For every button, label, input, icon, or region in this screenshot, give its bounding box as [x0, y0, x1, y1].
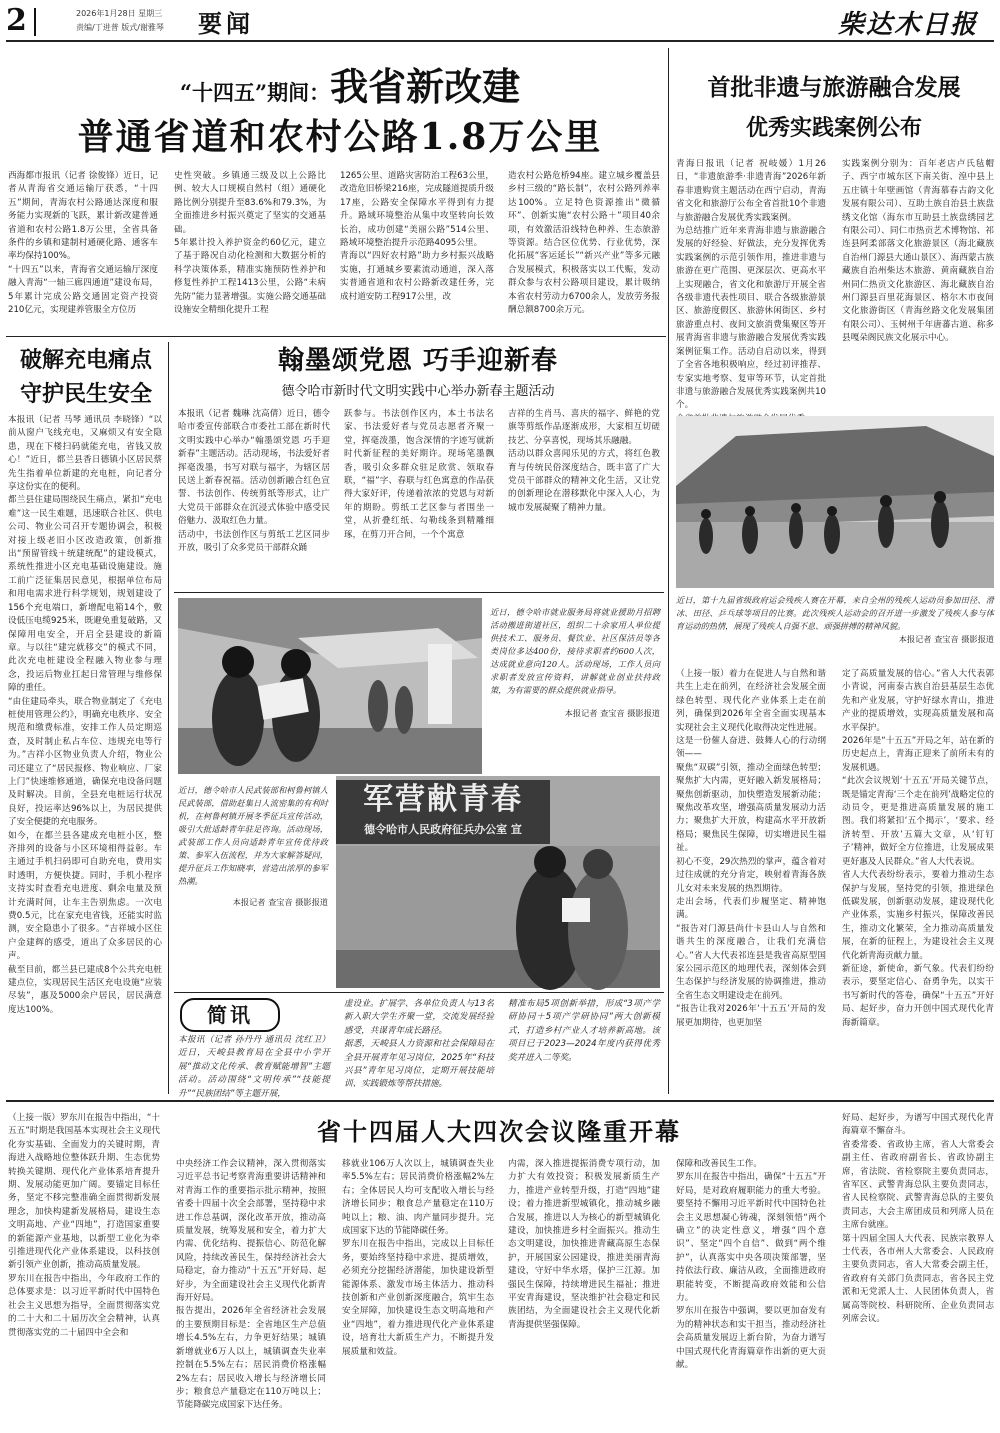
newyear-body-col1: 本报讯（记者 魏琳 沈高倩）近日，德令哈市委宣传部联合市委社工部在新时代文明实践中心举办“翰墨颂党恩 巧手迎新春”主题活动。活动现场，书法爱好者挥毫泼墨，书写对联与福字，为辖区居民送上新春祝福。活动创新融合红色宣誓、书法创作、传统剪纸等形式，让广大党员干部群众在沉浸式体验中感受民俗魅力、汲取红色力量。 活动中，书法创作区与剪纸工艺区同步开放，吸引了众多党员干部群众踊: [178, 409, 330, 554]
brief-news-col2: 虚设业。扩展学、各单位负责人与13名新入职大学生齐聚一堂，交流发展经验感受，共谋青年成长路径。 据悉，天峻县人力资源和社会保障局在全县开展青年见习岗位，2025年“科技兴县”青年见习岗位，定期开展技能培训、实践锻炼等帮扶措施。: [344, 999, 494, 1090]
army-caption: [178, 784, 328, 980]
recruitment-banner-title: 军营献青春: [363, 782, 523, 817]
npc-top-rule: [6, 1100, 994, 1102]
brief-top-rule: [174, 992, 664, 993]
newyear-subtitle: 德令哈市新时代文明实践中心举办新春主题活动: [281, 384, 555, 399]
job-fair-caption-credit: 本报记者 查宝音 摄影报道: [564, 708, 660, 718]
nonheritage-title-line1: 首批非遗与旅游融合发展: [707, 74, 961, 101]
charging-divider: [168, 342, 169, 1094]
charging-title-line1: 破解充电痛点: [19, 347, 152, 373]
newyear-body-col2: 跃参与。书法创作区内，本土书法名家、书法爱好者与党员志愿者齐聚一堂，挥毫泼墨，饱含深情的字迹写就新时代新征程的美好期许。现场笔墨飘香，吸引众多群众驻足欣赏、领取春联，“福”字、春联与红色寓意的作品获得大家好评，传递着浓浓的党恩与对新年的期盼。剪纸工艺区参与者围坐一堂，从折叠红纸、勾勒线条到精雕细琢，在剪刀开合间，一个个寓意: [344, 409, 494, 540]
nonheritage-body-col2: 实践案例分别为：百年老店卢氏毡帽子、西宁市城东区下南关街、湟中县上五庄镇十年壁画馆（青海慕春古韵文化发展有限公司）、互助土族自治县土族盘绣文化馆（海东市互助县土族盘绣园艺有限公司）、同仁市热贡艺术博物馆、祁连县阿柔部落文化旅游景区（海北藏族自治州门源县大通山景区）、海西蒙古族藏族自治州柴达木旅游、黄南藏族自治州同仁热贡文化旅游区、海北藏族自治州门源县百里花海景区、格尔木市夜间文化旅游街区（青海丝路文化发展集团有限公司）、玉树州千年唐蕃古道、称多县嘎朵阁民族文化展示中心。: [842, 159, 994, 344]
npc-body-col3: 移就业106万人次以上，城镇调查失业率5.5%左右；居民消费价格涨幅2%左右；全体居民人均可支配收入增长与经济增长同步；粮食总产量稳定在110万吨以上；粮、油、肉产量同步提升。完成国家下达的节能降碳任务。 罗东川在报告中指出，完成以上目标任务，要始终坚持稳中求进、提质增效，必须充分挖掘经济潜能，加快建设新型能源体系、激发市场主体活力、推动科技创新和产业创新深度融合，筑牢生态安全屏障，加快建设生态文明高地和产业“四地”，着力推进现代化产业体系建设，培育壮大新质生产力，不断提升发展质量和效益。: [342, 1159, 494, 1357]
sports-running-photo: [676, 416, 994, 588]
brief-news-label: 简讯: [207, 1003, 253, 1027]
npc-title: 省十四届人大四次会议隆重开幕: [317, 1117, 681, 1146]
nonheritage-title-line2: 优秀实践案例公布: [745, 115, 922, 141]
running-scene-illustration: [676, 416, 994, 588]
section-name: 要闻: [198, 9, 254, 38]
army-scene-illustration: [336, 846, 660, 988]
lead-bottom-rule: [6, 336, 666, 337]
issue-date: 2026年1月28日 星期三: [76, 9, 163, 18]
newyear-body-col3: 吉祥的生肖马、喜庆的福字、鲜艳的党旗等剪纸作品逐渐成形，大家相互切磋技艺、分享喜悦，现场其乐融融。 活动以群众喜闻乐见的方式，将红色教育与传统民俗深度结合，既丰富了广大党员干部群众的精神文化生活，又让党的创新理论在潜移默化中深入人心，为城市发展凝聚了精神力量。: [508, 409, 660, 513]
lead-body-col2: 史性突破。乡镇通三级及以上公路比例、较大人口规模自然村（组）通硬化路比例分别提升至83.6%和79.3%，为全面推进乡村振兴奠定了坚实的交通基础。 5年累计投入养护资金约60亿元，建立了基于路况自动化检测和大数据分析的科学决策体系，精准实施预防性养护和修复性养护工程1413公里，公路“未病先防”能力显著增强。实施公路交通基础设施安全精细化提升工程: [174, 171, 326, 316]
nonheritage-body-col1: 青海日报讯（记者 祝岐媛）1月26日，“非遗旅游季·非遗青海”2026年新春非遗购赏主题活动在西宁启动，青海省文化和旅游厅公布全省首批10个非遗与旅游融合发展优秀实践案例。 为总结推广近年来青海非遗与旅游融合发展的好经验、好做法，充分发挥优秀实践案例的示范引领作用，推进非遗与旅游在更广范围、更深层次、更高水平上实现融合，省文化和旅游厅开展全省各级非遗代表性项目、联合各级旅游景区、旅游度假区、旅游休闲街区、乡村旅游重点村、夜间文旅消费集聚区等开展青海省非遗与旅游融合发展优秀实践案例征集工作。活动自启动以来，得到了全省各地积极响应，经过初评推荐、专家实地考察、复审等环节，认定首批非遗与旅游融合发展优秀实践案例共10个。: [676, 159, 826, 411]
sports-caption-text: 近日，第十九届省级政府运会残疾人赛在开幕，来自全州的残疾人运动员参加田径、滑冰、田径、乒乓球等项目的比赛。此次残疾人运动会的召开进一步激发了残疾人参与体育运动的热情，展现了残疾人自强不息、顽强拼搏的精神风貌。: [676, 595, 994, 631]
npc-body-col1: （上接一版）罗东川在报告中指出，“十五五”时期是我国基本实现社会主义现代化夯实基础、全面发力的关键时期，青海进入战略地位整体跃升期、生态优势转换关键期、现代化产业体系培育提升期、发展动能更加广阔。要锚定目标任务，坚定不移完整准确全面贯彻新发展理念，加快构建新发展格局，建设生态文明高地、产业“四地”，打造国家重要的新能源产业基地，以新型工业化为牵引推进现代化产业体系建设，以科技创新引领产业创新，推动高质量发展。 罗东川在报告中指出，今年政府工作的总体要求是：以习近平新时代中国特色社会主义思想为指导，全面贯彻落实党的二十大和二十届历次全会精神，认真贯彻落实党的二十届四中全会和: [8, 1113, 160, 1338]
lead-kicker: “十四五”期间：: [179, 80, 331, 105]
brief-news-col3: 精准布局5项创新举措，形成“3项产学研协同＋5项产学研协同”两大创新模式，打造乡村产业人才培养新高地。该项目已于2023—2024年度内获得优秀奖并进入二等奖。: [508, 999, 660, 1063]
job-fair-photo: [178, 598, 482, 774]
recruitment-banner: [336, 780, 550, 844]
right-column-divider: [668, 48, 669, 1094]
npc-body-col6: 好局、起好步，为谱写中国式现代化青海篇章不懈奋斗。 省委常委、省政协主席，省人大常委会副主任、省政府副省长、省政协副主席，省法院、省检察院主要负责同志，省军区、武警青海总队主要负责同志，省人民检察院、武警青海总队的主要负责同志，大会主席团成员和列席人员在主席台就座。 第十四届全国人大代表、民族宗教界人士代表，各市州人大常委会、人民政府主要负责同志，省人大常委会副主任，省政府有关部门负责同志，省各民主党派和无党派人士、人民团体负责人，省属高等院校、科研院所、企业负责同志列席会议。: [842, 1113, 994, 1325]
npc-body-col2: 中央经济工作会议精神，深入贯彻落实习近平总书记考察青海重要讲话精神和对青海工作的重要指示批示精神，按照省委十四届十次全会部署，坚持稳中求进工作总基调，深化改革开放，推动高质量发展，统筹发展和安全，着力扩大内需、优化结构、提振信心、防范化解风险，持续改善民生，保持经济社会大局稳定，奋力推动“十五五”开好局、起好步，为全面建设社会主义现代化新青海开好局。 报告提出，2026年全省经济社会发展的主要预期目标是：全省地区生产总值增长4.5%左右，力争更好结果；城镇新增就业6万人以上，城镇调查失业率控制在5.5%左右；居民消费价格涨幅2%左右；居民收入增长与经济增长同步；粮食总产量稳定在110万吨以上；节能降碳完成国家下达任务。: [176, 1159, 326, 1411]
charging-body: 本报讯（记者 马琴 通讯员 李晓锋）“以前从窗户飞线充电，又麻烦又有安全隐患，现在下楼扫码就能充电，省钱又放心！”近日，都兰县香日德镇小区居民蔡先生指着单位新建的充电桩，向记者分享这份实在的便利。 都兰县住建局围绕民生痛点，紧扣“充电难”这一民生难题，迅速联合社区、供电公司、物业公司召开专题协调会，积极对接上级老旧小区改造政策，创新推出“预留管线＋统建统配”的建设模式，系统性推进小区充电基础设施建设。施工前广泛征集居民意见，根据单位布局和用电需求进行科学规划，规划建设了156个充电端口，新增配电箱14个，敷设低压电缆925米，既避免重复破路，又保障用电安全，开启全县建设的新篇章。与以往“建完就移交”的模式不同，此次充电桩建设全程融入物业参与理念，投运后物业扛起日常管理与维修保障的重任。 “由住建局牵头，联合物业制定了《充电桩使用管理公约》，明确充电秩序、安全规范和缴费标准，安排工作人员定期巡查，及时制止私占车位、违规充电等行为。”吉祥小区物业负责人介绍，物业公司还建立了“居民报修、物业响应、厂家上门”快速维修通道，确保充电设备问题及时解决。目前，全县充电桩运行状况良好，投运率达96%以上，为居民提供了安全便捷的充电服务。 如今，在都兰县各建成充电桩小区，整齐排列的设备与小区环境相得益彰。车主通过手机扫码即可自助充电，费用实时透明，方便快捷。同时，手机小程序支持实时查看充电进度、剩余电量及预计充满时间，让车主告别焦虑。一次电费0.5元，比在家充电省钱，还能实时监测，安全隐患小了很多。“吉祥城小区住户金建辉的感受，道出了众多居民的心声。 截至目前，都兰县已建成8个公共充电桩建点位，实现居民生活区充电设施“应装尽装”，惠及5000余户居民，居民满意度达100%。: [8, 415, 162, 1015]
lead-body-col3: 1265公里、道路灾害防治工程63公里，改造危旧桥梁216座，完成隧道提质升级17座，公路安全保障水平得到有力提升。路域环境整治从集中攻坚转向长效长治，成功创建“美丽公路”514公里、路域环境整治提升示范路4095公里。 青海以“四好农村路”助力乡村振兴战略实施，打通城乡要素流动通道，深入落实普通省道和农村公路新改建任务，完成村道安防工程917公里，改: [340, 171, 494, 302]
brief-news-label-box: [180, 998, 280, 1032]
lead-body-col4: 造农村公路危桥94座。建立城乡覆盖县乡村三级的“路长制”，农村公路列养率达100%。立足特色资源推出“微循环”、创新实施“农村公路＋”项目40余项，有效激活沿线特色种养、生态旅游等资源。结合区位优势、行业优势，深化拓展“客运延长”“新兴产业”等多元融合发展模式，积极落实以工代赈，发动群众参与农村公路项目建设，累计吸纳本省农村劳动力6700余人，发放劳务报酬总额8700余万元。: [508, 171, 660, 316]
continuation-col1: （上接一版）着力在促进人与自然和谐共生上走在前列，在经济社会发展全面绿色转型、现代化产业体系上走在前列，确保到2026年全省全面实现基本实现社会主义现代化取得决定性进展。 这是一份催人奋进、鼓舞人心的行动纲领—— 聚焦“双碳”引领，推动全面绿色转型；聚焦扩大内需，更好融入新发展格局；聚焦创新驱动，加快塑造发展新动能；聚焦改革攻坚，增强高质量发展动力活力；聚焦扩大开放，构建高水平开放新格局；聚焦民生保障，切实增进民生福祉。 初心不变，29次热烈的掌声，蕴含着对过往成就的充分肯定，映射着青海各族儿女对未来发展的热烈期待。 走出会场，代表们步履坚定、精神饱满。 “报告对门源县尚什卡县山人与自然和谐共生的深度融合，让我们充满信心。”省人大代表祁连县是我省高原型国家公园示范区的地理代表，深刻体会到生态保护与经济发展的协调推进，推动全省生态文明建设走在前列。 “报告让我对2026年‘十五五’开局的发展更加期待，也更加坚: [676, 669, 826, 1028]
army-recruitment-photo: [336, 776, 660, 988]
sports-photo-caption: [676, 594, 994, 660]
job-fair-caption: [490, 606, 660, 762]
editor-credit: 责编/丁进普 版式/谢雅琴: [76, 23, 164, 32]
lead-title-main: 我省新改建: [330, 64, 521, 109]
lead-title-line1: [70, 64, 630, 116]
brief-news-col1: 本报讯（记者 孙丹丹 通讯员 沈红卫）近日，天峻县教育局在全县中小学开展“推动文化传承、教育赋能增智”主题活动。活动围绕“文明传承”“技能提升”“民族团结”等主题开展，: [178, 1035, 330, 1099]
newyear-bottom-rule: [174, 592, 664, 593]
job-fair-caption-text: 近日，德令哈市就业服务局将就业援助月招聘活动搬进街道社区，组织二十余家用人单位提供技术工、服务员、餐饮业、社区保洁员等各类岗位多达400份，接待求职者约600人次，达成就业意向120人。活动现场，工作人员向求职者发放宣传资料，讲解就业创业扶持政策，为有需要的群众提供就业指导。: [490, 607, 660, 695]
recruitment-banner-subtitle: 德令哈市人民政府征兵办公室 宣: [364, 823, 522, 836]
army-caption-credit: 本报记者 查宝音 摄影报道: [232, 897, 328, 907]
lead-body-col1: 西海都市报讯（记者 徐俊锋）近日，记者从青海省交通运输厅获悉，“十四五”期间，青海农村公路通达深度和服务能力实现新的飞跃，累计新改建普通省道和农村公路1.8万公里，全省具备条件的乡镇和建制村通硬化路、通客车率均保持100%。 “十四五”以来，青海省交通运输厅深度融入青海“一轴三廊四通道”建设布局，5年累计完成公路交通固定资产投资210亿元，实现建养管服全方位历: [8, 171, 158, 316]
sports-caption-credit: 本报记者 查宝音 摄影报道: [898, 634, 994, 644]
paper-name: 柴达木日报: [838, 10, 979, 40]
masthead-rule: [6, 40, 994, 42]
npc-body-col4: 内需，深入推进提振消费专项行动，加力扩大有效投资；积极发展新质生产力，推进产业转型升级，打造“四地”建设；着力推进新型城镇化，推动城乡融合发展，推进以人为核心的新型城镇化建设，加快推进乡村全面振兴。推动生态文明建设，加快推进青藏高原生态保护，开展国家公园建设，推进美丽青海建设，守好中华水塔，保护三江源。加强民生保障，持续增进民生福祉；推进平安青海建设，坚决维护社会稳定和民族团结，为全面建设社会主义现代化新青海提供坚强保障。: [508, 1159, 660, 1330]
page-number: 2: [6, 3, 27, 38]
continuation-col2: 定了高质量发展的信心。”省人大代表郭小青说，河南泰古族自治县基层生态优先和产业发展，守护好绿水青山，推进产业的提质增效，实现高质量发展和高水平保护。 2026年是“十五五”开局之年，站在新的历史起点上，青海正迎来了前所未有的发展机遇。 “此次会议规划‘十五五’开局关键节点，既是锚定青海‘三个走在前列’战略定位的动员令，更是推进高质量发展的施工图。我们将紧扣‘五个揭示’，‘要求、经济转型、开放’五篇大文章，从‘钉钉子’精神，做好全方位推进，让发展成果更好惠及人民群众。”省人大代表说。 省人大代表纷纷表示，要着力推动生态保护与发展，坚持党的引领，推进绿色低碳发展，创新驱动发展，建设现代化产业体系，实施乡村振兴，保障改善民生，推动文化繁荣，全力推动高质量发展，在新的征程上，为建设社会主义现代化新青海贡献力量。 新征途，新使命，新气象。代表们纷纷表示，要坚定信心、奋勇争先，以实干书写新时代的答卷，确保“十五五”开好局、起好步，奋力开创中国式现代化青海新篇章。: [842, 669, 994, 1028]
newyear-title: 翰墨颂党恩 巧手迎新春: [277, 346, 559, 376]
masthead-divider: [34, 8, 36, 36]
job-fair-scene-illustration: [178, 598, 482, 774]
army-caption-text: 近日，德令哈市人民武装部和柯鲁柯镇人民武装部，借助赶集日人流密集的有利时机，在柯鲁柯镇开展冬季征兵宣传活动，吸引大批适龄青年驻足咨询。活动现场，武装部工作人员向适龄青年宣传优待政策、参军入伍流程，并为大家解答疑问，提升征兵工作知晓率，营造出浓厚的参军热潮。: [178, 785, 328, 886]
charging-title-line2: 守护民生安全: [19, 381, 152, 407]
npc-body-col5: 保障和改善民生工作。 罗东川在报告中指出，确保“十五五”开好局，是对政府履职能力的重大考验。要坚持不懈用习近平新时代中国特色社会主义思想凝心铸魂，深刻领悟“两个确立”的决定性意义，增强“四个意识”、坚定“四个自信”、做到“两个维护”，认真落实中央各项决策部署，坚持依法行政、廉洁从政，全面推进政府职能转变，不断提高政府效能和公信力。 罗东川在报告中强调，要以更加奋发有为的精神状态和实干担当，推动经济社会高质量发展迈上新台阶，为奋力谱写中国式现代化青海篇章作出新的更大贡献。: [676, 1159, 826, 1371]
lead-title-line2: 普通省道和农村公路1.8万公里: [77, 116, 603, 158]
